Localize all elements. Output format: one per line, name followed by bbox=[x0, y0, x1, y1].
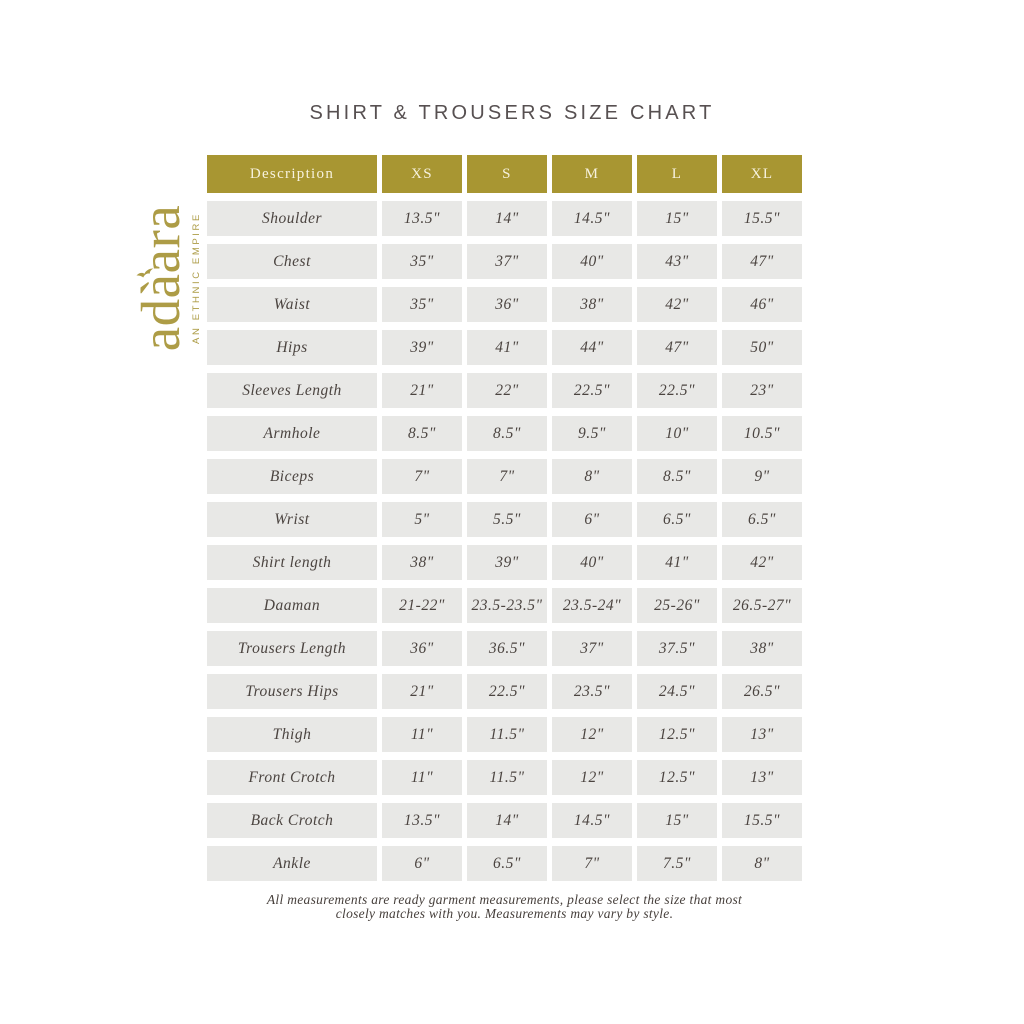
value-ankle-xl: 8" bbox=[722, 846, 802, 881]
value-thigh-xl: 13" bbox=[722, 717, 802, 752]
footnote bbox=[182, 893, 827, 922]
value-hips-l: 47" bbox=[637, 330, 717, 365]
header-cell-m: M bbox=[552, 155, 632, 193]
value-biceps-s: 7" bbox=[467, 459, 547, 494]
row-label-sleeves-length: Sleeves Length bbox=[207, 373, 377, 408]
value-biceps-xs: 7" bbox=[382, 459, 462, 494]
value-shoulder-xl: 15.5" bbox=[722, 201, 802, 236]
value-wrist-xl: 6.5" bbox=[722, 502, 802, 537]
value-back-crotch-m: 14.5" bbox=[552, 803, 632, 838]
value-thigh-s: 11.5" bbox=[467, 717, 547, 752]
value-shirt-length-xl: 42" bbox=[722, 545, 802, 580]
value-biceps-xl: 9" bbox=[722, 459, 802, 494]
value-front-crotch-s: 11.5" bbox=[467, 760, 547, 795]
value-trousers-length-xl: 38" bbox=[722, 631, 802, 666]
value-hips-xs: 39" bbox=[382, 330, 462, 365]
header-cell-xl: XL bbox=[722, 155, 802, 193]
value-armhole-xl: 10.5" bbox=[722, 416, 802, 451]
value-wrist-m: 6" bbox=[552, 502, 632, 537]
value-daaman-xl: 26.5-27" bbox=[722, 588, 802, 623]
row-label-back-crotch: Back Crotch bbox=[207, 803, 377, 838]
row-label-wrist: Wrist bbox=[207, 502, 377, 537]
value-biceps-m: 8" bbox=[552, 459, 632, 494]
value-front-crotch-xl: 13" bbox=[722, 760, 802, 795]
value-daaman-m: 23.5-24" bbox=[552, 588, 632, 623]
value-shirt-length-l: 41" bbox=[637, 545, 717, 580]
header-cell-xs: XS bbox=[382, 155, 462, 193]
value-daaman-xs: 21-22" bbox=[382, 588, 462, 623]
value-front-crotch-m: 12" bbox=[552, 760, 632, 795]
value-trousers-length-s: 36.5" bbox=[467, 631, 547, 666]
value-sleeves-length-s: 22" bbox=[467, 373, 547, 408]
value-waist-m: 38" bbox=[552, 287, 632, 322]
value-daaman-l: 25-26" bbox=[637, 588, 717, 623]
value-armhole-s: 8.5" bbox=[467, 416, 547, 451]
value-shoulder-s: 14" bbox=[467, 201, 547, 236]
value-trousers-hips-xl: 26.5" bbox=[722, 674, 802, 709]
value-hips-m: 44" bbox=[552, 330, 632, 365]
row-label-thigh: Thigh bbox=[207, 717, 377, 752]
header-cell-s: S bbox=[467, 155, 547, 193]
value-ankle-xs: 6" bbox=[382, 846, 462, 881]
value-shoulder-m: 14.5" bbox=[552, 201, 632, 236]
value-waist-xl: 46" bbox=[722, 287, 802, 322]
value-shoulder-l: 15" bbox=[637, 201, 717, 236]
value-armhole-l: 10" bbox=[637, 416, 717, 451]
row-label-front-crotch: Front Crotch bbox=[207, 760, 377, 795]
value-back-crotch-s: 14" bbox=[467, 803, 547, 838]
value-sleeves-length-l: 22.5" bbox=[637, 373, 717, 408]
value-chest-s: 37" bbox=[467, 244, 547, 279]
page-title: SHIRT & TROUSERS SIZE CHART bbox=[309, 102, 715, 124]
row-label-shirt-length: Shirt length bbox=[207, 545, 377, 580]
value-wrist-s: 5.5" bbox=[467, 502, 547, 537]
value-chest-l: 43" bbox=[637, 244, 717, 279]
row-label-ankle: Ankle bbox=[207, 846, 377, 881]
value-armhole-xs: 8.5" bbox=[382, 416, 462, 451]
value-shirt-length-s: 39" bbox=[467, 545, 547, 580]
value-sleeves-length-xl: 23" bbox=[722, 373, 802, 408]
value-waist-xs: 35" bbox=[382, 287, 462, 322]
value-sleeves-length-xs: 21" bbox=[382, 373, 462, 408]
value-daaman-s: 23.5-23.5" bbox=[467, 588, 547, 623]
value-back-crotch-l: 15" bbox=[637, 803, 717, 838]
brand-logo bbox=[129, 178, 205, 378]
row-label-daaman: Daaman bbox=[207, 588, 377, 623]
value-wrist-l: 6.5" bbox=[637, 502, 717, 537]
header-cell-l: L bbox=[637, 155, 717, 193]
row-label-chest: Chest bbox=[207, 244, 377, 279]
value-hips-xl: 50" bbox=[722, 330, 802, 365]
row-label-armhole: Armhole bbox=[207, 416, 377, 451]
value-trousers-length-xs: 36" bbox=[382, 631, 462, 666]
value-trousers-length-m: 37" bbox=[552, 631, 632, 666]
value-trousers-hips-xs: 21" bbox=[382, 674, 462, 709]
value-ankle-m: 7" bbox=[552, 846, 632, 881]
brand-tagline: AN ETHNIC EMPIRE bbox=[190, 212, 202, 344]
value-waist-l: 42" bbox=[637, 287, 717, 322]
value-thigh-l: 12.5" bbox=[637, 717, 717, 752]
value-trousers-hips-m: 23.5" bbox=[552, 674, 632, 709]
value-chest-xl: 47" bbox=[722, 244, 802, 279]
header-cell-description: Description bbox=[207, 155, 377, 193]
value-wrist-xs: 5" bbox=[382, 502, 462, 537]
brand-name: adàara bbox=[129, 204, 191, 352]
row-label-trousers-hips: Trousers Hips bbox=[207, 674, 377, 709]
value-thigh-xs: 11" bbox=[382, 717, 462, 752]
value-chest-m: 40" bbox=[552, 244, 632, 279]
row-label-shoulder: Shoulder bbox=[207, 201, 377, 236]
value-waist-s: 36" bbox=[467, 287, 547, 322]
value-chest-xs: 35" bbox=[382, 244, 462, 279]
value-sleeves-length-m: 22.5" bbox=[552, 373, 632, 408]
row-label-hips: Hips bbox=[207, 330, 377, 365]
row-label-biceps: Biceps bbox=[207, 459, 377, 494]
value-trousers-hips-s: 22.5" bbox=[467, 674, 547, 709]
footnote-line-1: All measurements are ready garment measurements, please select the size that most bbox=[266, 892, 743, 907]
value-hips-s: 41" bbox=[467, 330, 547, 365]
value-back-crotch-xl: 15.5" bbox=[722, 803, 802, 838]
row-label-waist: Waist bbox=[207, 287, 377, 322]
value-thigh-m: 12" bbox=[552, 717, 632, 752]
value-front-crotch-l: 12.5" bbox=[637, 760, 717, 795]
value-shirt-length-m: 40" bbox=[552, 545, 632, 580]
row-label-trousers-length: Trousers Length bbox=[207, 631, 377, 666]
value-back-crotch-xs: 13.5" bbox=[382, 803, 462, 838]
size-table bbox=[207, 155, 802, 881]
value-ankle-l: 7.5" bbox=[637, 846, 717, 881]
value-shoulder-xs: 13.5" bbox=[382, 201, 462, 236]
value-ankle-s: 6.5" bbox=[467, 846, 547, 881]
value-shirt-length-xs: 38" bbox=[382, 545, 462, 580]
value-biceps-l: 8.5" bbox=[637, 459, 717, 494]
value-front-crotch-xs: 11" bbox=[382, 760, 462, 795]
value-armhole-m: 9.5" bbox=[552, 416, 632, 451]
value-trousers-length-l: 37.5" bbox=[637, 631, 717, 666]
value-trousers-hips-l: 24.5" bbox=[637, 674, 717, 709]
footnote-line-2: closely matches with you. Measurements may vary by style. bbox=[335, 906, 674, 922]
